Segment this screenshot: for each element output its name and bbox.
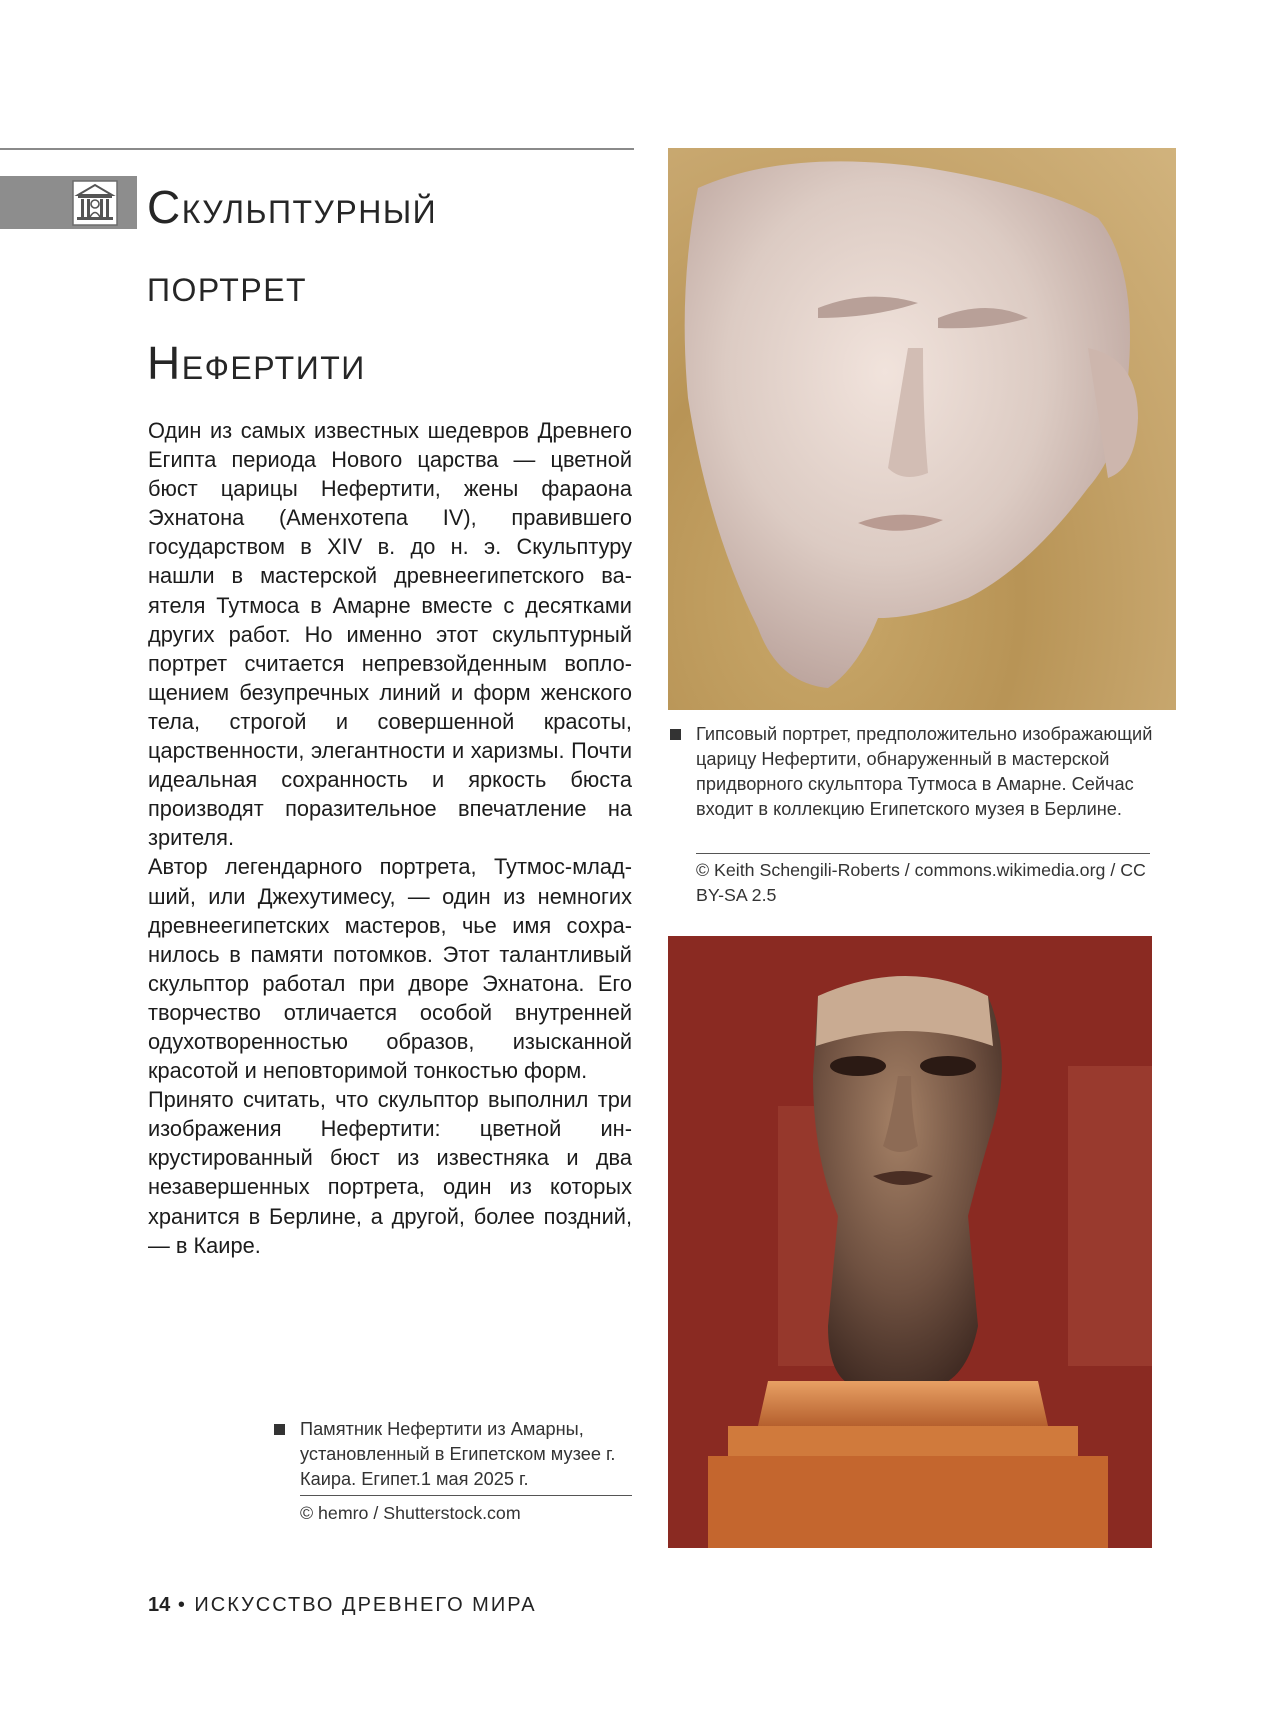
caption-2-rule — [300, 1495, 632, 1496]
caption-bullet — [670, 729, 681, 740]
caption-2 — [300, 1417, 640, 1492]
caption-1-credit: © Keith Schengili-Roberts / commons.wikimedia.org / CC BY-SA 2.5 — [696, 860, 1146, 905]
paragraph-2: Автор легендарного портрета, Тутмос-младший, или Джехутимесу, — один из немногих древнеегипетских мастеров, чье имя сохранилось в памяти потомков. Этот талантливый скульптор работал при дворе Эхнатона. Его творчество отличается особой внутренней одухотворенностью образов, изысканной красотой и неповторимой тонкостью форм. — [148, 854, 632, 1084]
stone-bust-image — [668, 936, 1152, 1548]
book-title: ИСКУССТВО ДРЕВНЕГО МИРА — [194, 1594, 537, 1616]
temple-icon — [72, 180, 118, 226]
article-body — [148, 416, 632, 1260]
photo-cairo-bust — [668, 936, 1152, 1548]
title-line-1: Скульптурный — [147, 181, 438, 233]
title-line-3: Нефертити — [147, 337, 366, 389]
paragraph-1: Один из самых известных шедевров Древнего Египта периода Нового царства — цветной бюст царицы Нефертити, жены фараона Эхнатона (Аменхотепа IV), правившего государством в XIV в. до н. э. Скульптуру нашли в мастерской древнеегипетского ваятеля Тутмоса в Амарне вместе с десятками других работ. Но именно этот скульптурный портрет считается непревзойденным воплощением безупречных линий и форм женского тела, строгой и совершенной красоты, царственности, элегантности и харизмы. Почти идеальная сохранность и яркость бюста производят поразительное впечатление на зрителя. — [148, 418, 632, 851]
caption-1-text: Гипсовый портрет, предположительно изображающий царицу Нефертити, обнаруженный в мастерской придворного скульптора Тутмоса в Амарне. Сейчас входит в коллекцию Египетского музея в Берлине. — [696, 724, 1153, 819]
paragraph-3: Принято считать, что скульптор выполнил три изображения Нефертити: цветной инкрустированный бюст из известняка и два незавершенных портрета, один из которых хранится в Берлине, а другой, более поздний, — в Каире. — [148, 1087, 632, 1258]
page-title — [147, 168, 627, 402]
title-line-2: портрет — [147, 259, 308, 311]
caption-1 — [696, 722, 1166, 822]
caption-2-credit: © hemro / Shutterstock.com — [300, 1503, 521, 1523]
page-footer — [148, 1594, 537, 1617]
caption-bullet — [274, 1424, 285, 1435]
footer-separator: • — [177, 1594, 187, 1616]
photo-plaster-portrait — [668, 148, 1176, 710]
page-number: 14 — [148, 1594, 171, 1616]
header-rule — [0, 148, 634, 150]
caption-2-text: Памятник Нефертити из Амарны, установленный в Египетском музее г. Каира. Египет.1 мая 2025 г. — [300, 1419, 616, 1489]
caption-1-rule — [696, 853, 1150, 854]
plaster-head-image — [668, 148, 1176, 710]
